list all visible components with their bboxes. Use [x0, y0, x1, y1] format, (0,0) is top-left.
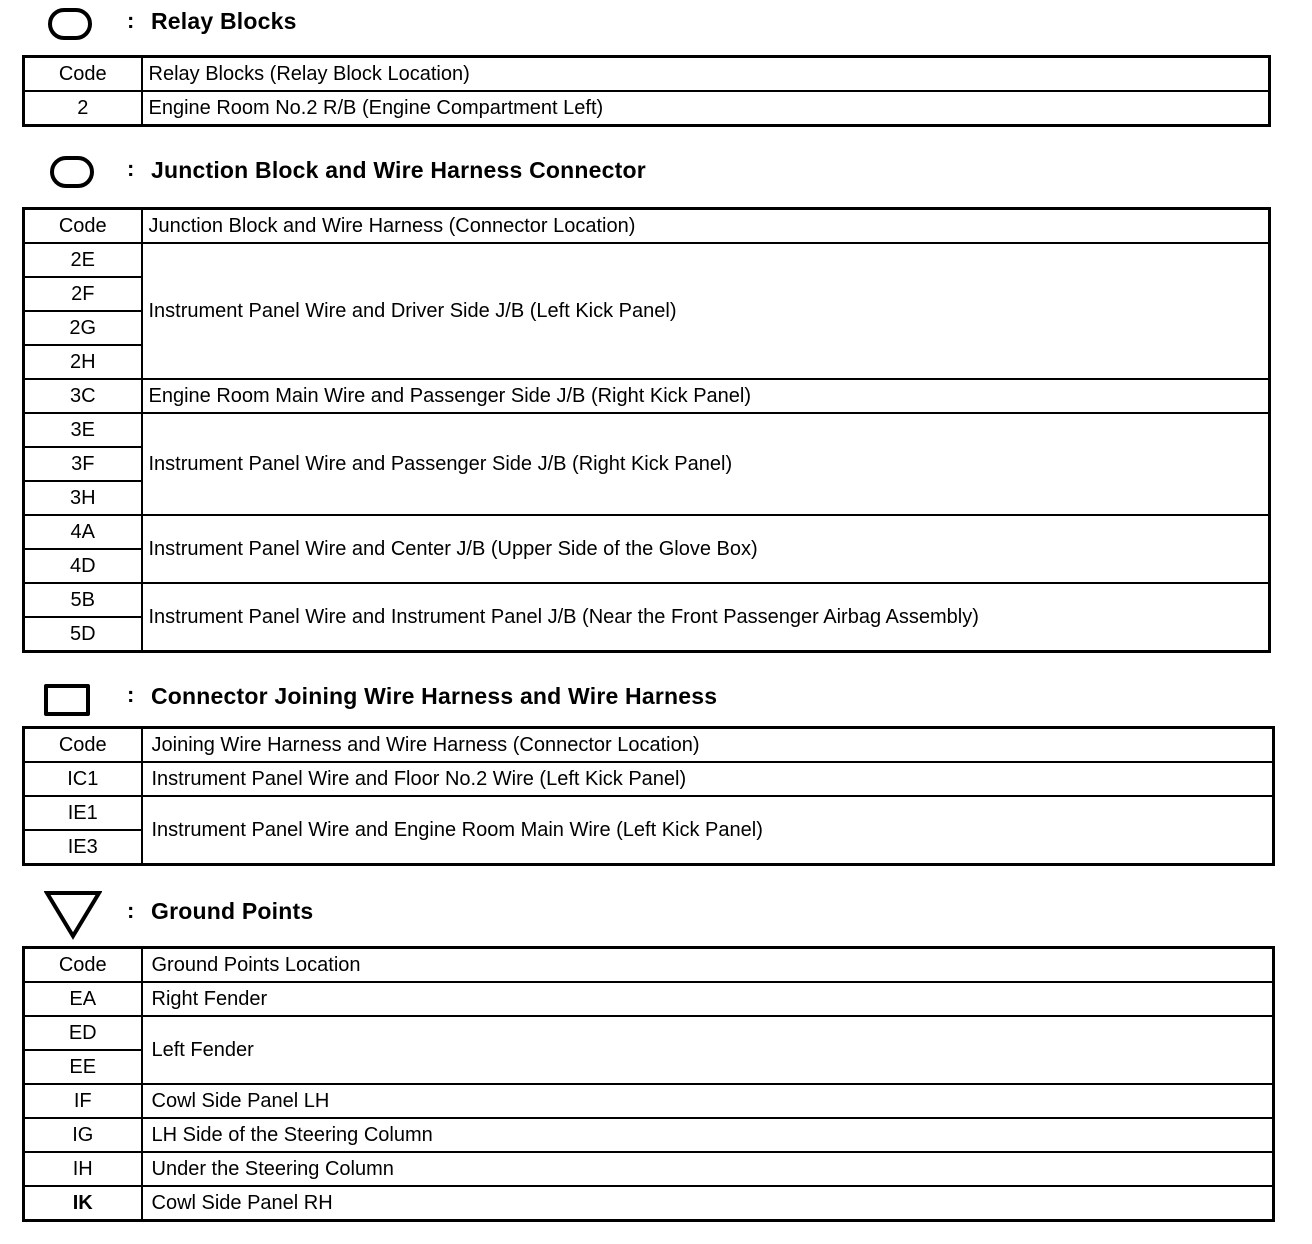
- code-cell: IK: [24, 1186, 142, 1221]
- section-title: Junction Block and Wire Harness Connector: [151, 157, 646, 183]
- connector-joining-table: [22, 726, 1275, 866]
- table-row: [24, 1152, 1274, 1186]
- desc-cell: Cowl Side Panel RH: [142, 1186, 1274, 1221]
- code-cell: 2: [24, 91, 142, 126]
- code-cell: EA: [24, 982, 142, 1016]
- section-relay-blocks-heading: [0, 4, 1290, 44]
- section-connector-joining-heading: [0, 678, 1290, 718]
- code-cell: EE: [24, 1050, 142, 1084]
- header-code-cell: Code: [24, 57, 142, 92]
- code-cell: 2H: [24, 345, 142, 379]
- header-desc-cell: Junction Block and Wire Harness (Connector Location): [142, 209, 1270, 244]
- desc-cell: Instrument Panel Wire and Center J/B (Upper Side of the Glove Box): [142, 515, 1270, 583]
- code-cell: 2E: [24, 243, 142, 277]
- table-row: [24, 982, 1274, 1016]
- colon: :: [127, 682, 135, 707]
- header-desc-cell: Ground Points Location: [142, 948, 1274, 983]
- code-cell: IE3: [24, 830, 142, 865]
- ground-points-table: [22, 946, 1275, 1222]
- code-cell: IC1: [24, 762, 142, 796]
- desc-cell: Instrument Panel Wire and Floor No.2 Wire (Left Kick Panel): [142, 762, 1274, 796]
- desc-cell: Instrument Panel Wire and Engine Room Main Wire (Left Kick Panel): [142, 796, 1274, 865]
- section-title: Ground Points: [151, 898, 314, 924]
- table-row: [24, 796, 1274, 830]
- table-header-row: [24, 948, 1274, 983]
- table-row: [24, 91, 1270, 126]
- code-cell: 5B: [24, 583, 142, 617]
- table-row: [24, 762, 1274, 796]
- code-cell: IE1: [24, 796, 142, 830]
- table-row: [24, 583, 1270, 617]
- table-row: [24, 1016, 1274, 1050]
- desc-cell: Instrument Panel Wire and Passenger Side J/B (Right Kick Panel): [142, 413, 1270, 515]
- header-desc-cell: Joining Wire Harness and Wire Harness (Connector Location): [142, 728, 1274, 763]
- code-cell: 3C: [24, 379, 142, 413]
- colon: :: [127, 898, 135, 923]
- rounded-rect-icon: [50, 156, 94, 188]
- section-ground-points-heading: [0, 888, 1290, 928]
- code-cell: 4A: [24, 515, 142, 549]
- section-junction-block-heading: [0, 152, 1290, 192]
- table-row: [24, 243, 1270, 277]
- table-row: [24, 413, 1270, 447]
- code-cell: 2G: [24, 311, 142, 345]
- header-desc-cell: Relay Blocks (Relay Block Location): [142, 57, 1270, 92]
- rounded-rect-icon: [48, 8, 92, 40]
- colon: :: [127, 156, 135, 181]
- code-cell: 3F: [24, 447, 142, 481]
- relay-blocks-table: [22, 55, 1271, 127]
- code-cell: 3H: [24, 481, 142, 515]
- code-cell: 2F: [24, 277, 142, 311]
- section-title: Relay Blocks: [151, 8, 297, 34]
- junction-block-table: [22, 207, 1271, 653]
- table-header-row: [24, 209, 1270, 244]
- triangle-down-icon: [44, 890, 102, 940]
- table-row: [24, 515, 1270, 549]
- code-cell: 5D: [24, 617, 142, 652]
- table-header-row: [24, 57, 1270, 92]
- desc-cell: Engine Room Main Wire and Passenger Side J/B (Right Kick Panel): [142, 379, 1270, 413]
- desc-cell: Left Fender: [142, 1016, 1274, 1084]
- header-code-cell: Code: [24, 728, 142, 763]
- table-row: [24, 1118, 1274, 1152]
- desc-cell: Instrument Panel Wire and Instrument Panel J/B (Near the Front Passenger Airbag Assembly): [142, 583, 1270, 652]
- section-title: Connector Joining Wire Harness and Wire Harness: [151, 683, 718, 709]
- code-cell: IF: [24, 1084, 142, 1118]
- desc-cell: Instrument Panel Wire and Driver Side J/B (Left Kick Panel): [142, 243, 1270, 379]
- code-cell: IH: [24, 1152, 142, 1186]
- code-cell: 3E: [24, 413, 142, 447]
- desc-cell: LH Side of the Steering Column: [142, 1118, 1274, 1152]
- desc-cell: Engine Room No.2 R/B (Engine Compartment Left): [142, 91, 1270, 126]
- code-cell: 4D: [24, 549, 142, 583]
- table-row: [24, 379, 1270, 413]
- code-cell: ED: [24, 1016, 142, 1050]
- colon: :: [127, 8, 135, 33]
- desc-cell: Right Fender: [142, 982, 1274, 1016]
- rectangle-icon: [44, 684, 90, 716]
- desc-cell: Under the Steering Column: [142, 1152, 1274, 1186]
- code-cell: IG: [24, 1118, 142, 1152]
- header-code-cell: Code: [24, 948, 142, 983]
- table-header-row: [24, 728, 1274, 763]
- header-code-cell: Code: [24, 209, 142, 244]
- desc-cell: Cowl Side Panel LH: [142, 1084, 1274, 1118]
- table-row: [24, 1084, 1274, 1118]
- table-row: [24, 1186, 1274, 1221]
